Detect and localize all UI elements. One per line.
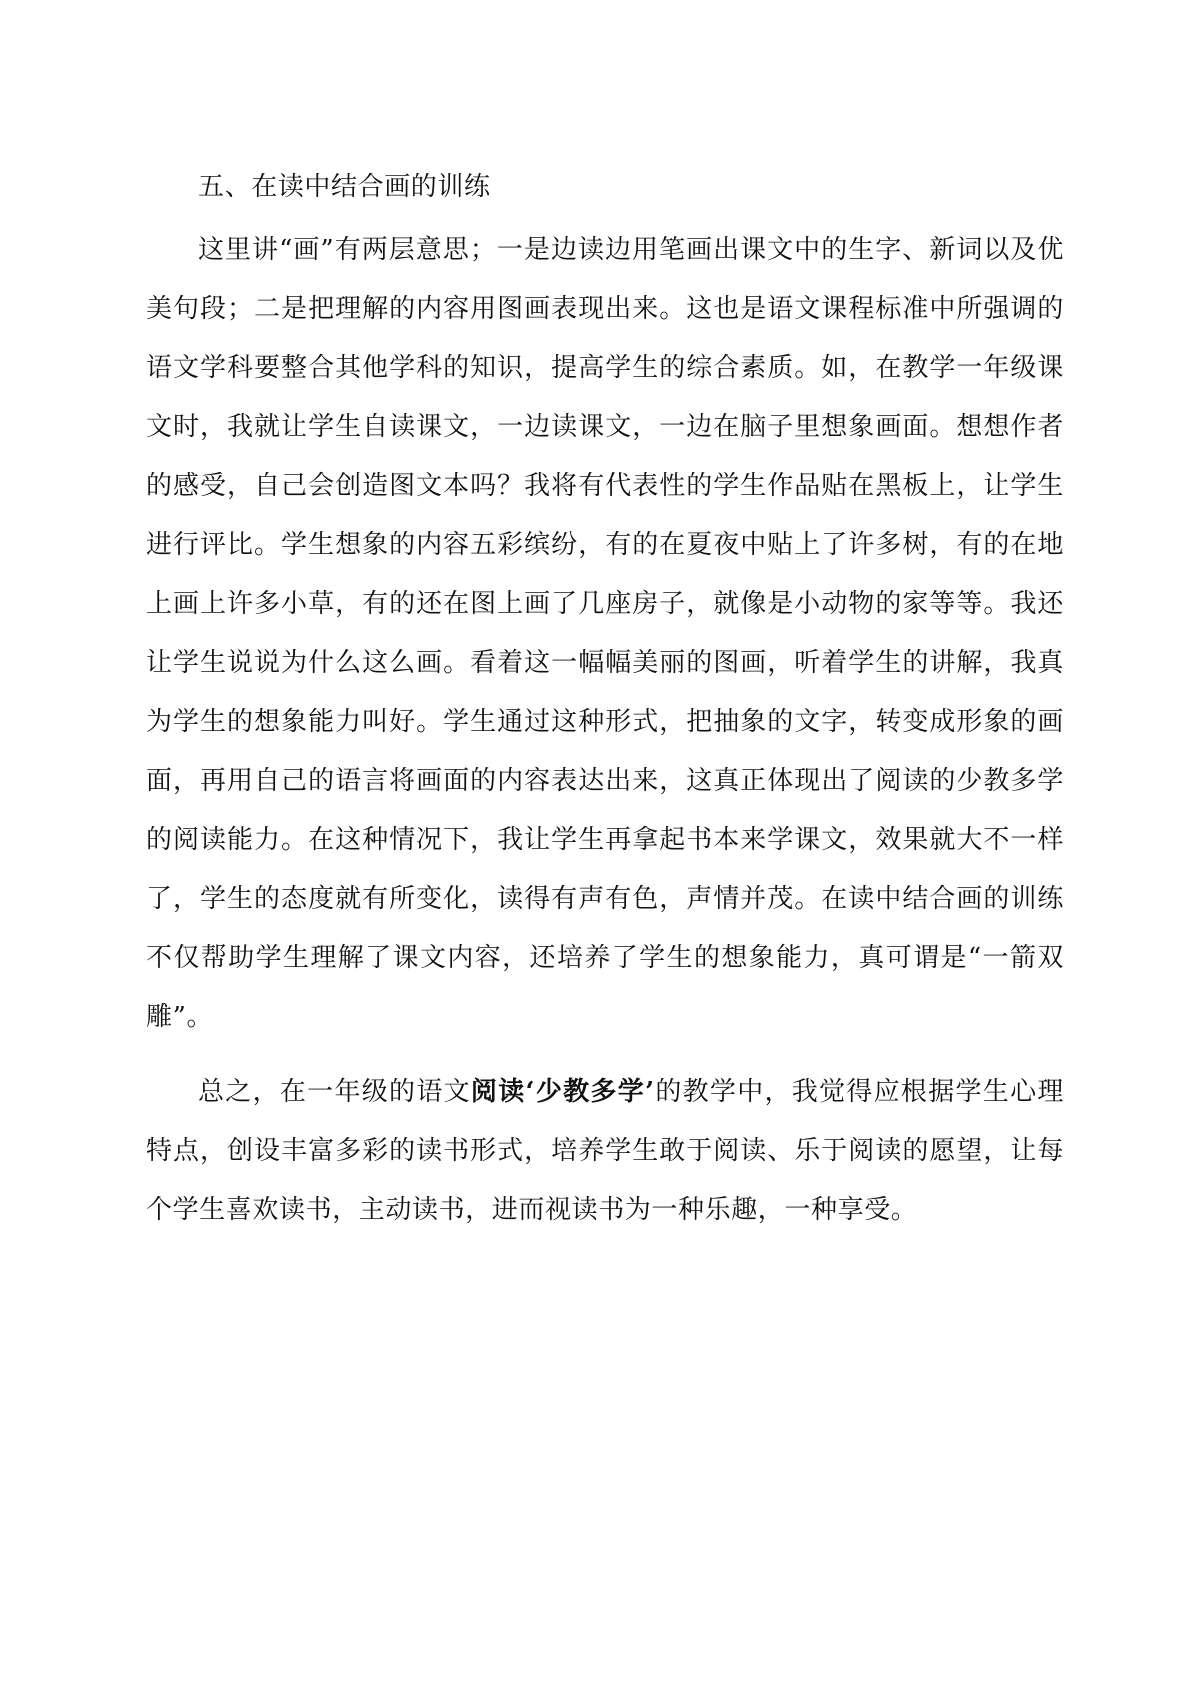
conclusion-emphasis-text: 阅读‘少教多学’	[470, 1077, 655, 1107]
section-heading: 五、在读中结合画的训练	[198, 172, 491, 202]
paragraph-drawing-training: 这里讲“画”有两层意思；一是边读边用笔画出课文中的生字、新词以及优美句段；二是把理解的内容用图画表现出来。这也是语文课程标准中所强调的语文学科要整合其他学科的知识，提高学生的综合素质。如，在教学一年级课文时，我就让学生自读课文，一边读课文，一边在脑子里想象画面。想想作者的感受，自己会创造图文本吗？我将有代表性的学生作品贴在黑板上，让学生进行评比。学生想象的内容五彩缤纷，有的在夏夜中贴上了许多树，有的在地上画上许多小草，有的还在图上画了几座房子，就像是小动物的家等等。我还让学生说说为什么这么画。看着这一幅幅美丽的图画，听着学生的讲解，我真为学生的想象能力叫好。学生通过这种形式，把抽象的文字，转变成形象的画面，再用自己的语言将画面的内容表达出来，这真正体现出了阅读的少教多学的阅读能力。在这种情况下，我让学生再拿起书本来学课文，效果就大不一样了，学生的态度就有所变化，读得有声有色，声情并茂。在读中结合画的训练不仅帮助学生理解了课文内容，还培养了学生的想象能力，真可谓是“一箭双雕”。	[146, 235, 1064, 1032]
conclusion-lead-text: 总之，在一年级的语文	[198, 1077, 471, 1107]
body-text	[146, 158, 1064, 1240]
conclusion-rest-text: 的教学中，我觉得应根据学生心理特点，创设丰富多彩的读书形式，培养学生敢于阅读、乐于阅读的愿望，让每个学生喜欢读书，主动读书，进而视读书为一种乐趣，一种享受。	[146, 1077, 1064, 1225]
paragraph-conclusion	[146, 1063, 1064, 1240]
